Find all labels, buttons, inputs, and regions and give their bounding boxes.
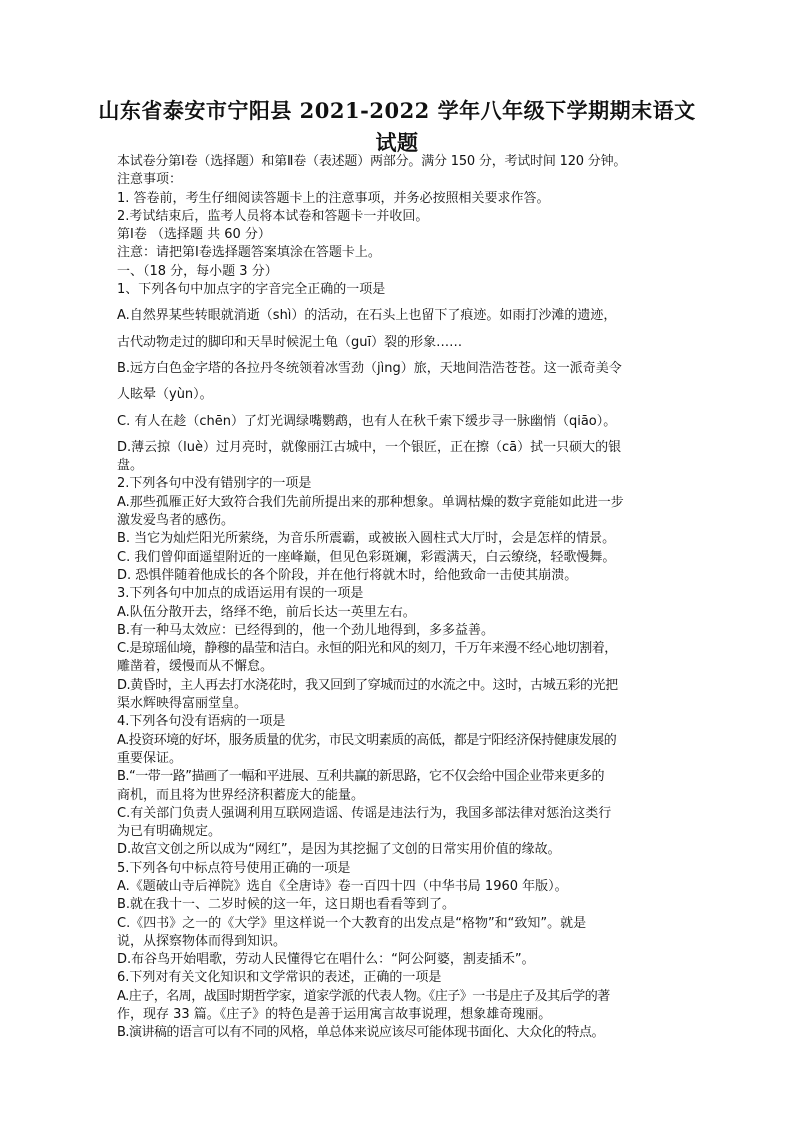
q2-option-c: C. 我们曾仰面遥望附近的一座峰巅，但见色彩斑斓，彩霞满天，白云缭绕，轻歌慢舞。 [117,549,616,565]
question-4-stem: 4.下列各句没有语病的一项是 [117,714,286,730]
exam-intro: 本试卷分第Ⅰ卷（选择题）和第Ⅱ卷（表述题）两部分。满分 150 分，考试时间 120 分钟。 [117,154,627,169]
q5-option-c-line-1: C.《四书》之一的《大学》里这样说一个大教育的出发点是“格物”和“致知”。就是 [117,915,587,931]
notice-heading: 注意事项： [117,172,183,188]
section-note: 注意：请把第Ⅰ卷选择题答案填涂在答题卡上。 [117,245,381,261]
q3-option-c-line-2: 雕凿着，缓慢而从不懈怠。 [117,659,274,675]
q4-option-b-line-2: 商机，而且将为世界经济积蓄庞大的能量。 [117,787,365,803]
question-1-stem: 1、下列各句中加点字的字音完全正确的一项是 [117,282,386,298]
q4-option-d: D.故宫文创之所以成为“网红”，是因为其挖掘了文创的日常实用价值的缘故。 [117,842,561,858]
section-heading: 第Ⅰ卷 （选择题 共 60 分） [117,227,271,243]
q1-option-b-line-2: 人眩晕（yùn）。 [117,387,213,403]
q4-option-b-line-1: B.“一带一路”描画了一幅和平进展、互利共赢的新思路，它不仅会给中国企业带来更多的 [117,769,605,785]
document-title-line-2: 试题 [375,130,419,155]
q2-option-b: B. 当它为灿烂阳光所萦绕，为音乐所震霸，或被嵌入圆柱式大厅时，会是怎样的情景。 [117,531,616,547]
q4-option-a-line-2: 重要保证。 [117,750,183,766]
q1-option-d-line-1: D.薄云掠（luè）过月亮时，就像丽江古城中，一个银匠，正在擦（cā）拭一只硕大的银 [117,439,622,455]
q6-option-b: B.演讲稿的语言可以有不同的风格，单总体来说应该尽可能体现书面化、大众化的特点。 [117,1025,605,1041]
q2-option-a-line-1: A.那些孤雁正好大致符合我们先前所提出来的那种想象。单调枯燥的数字竟能如此进一步 [117,494,624,510]
q6-option-a-line-2: 作，现存 33 篇。《庄子》的特色是善于运用寓言故事说理，想象雄奇瑰丽。 [117,1007,552,1023]
q2-option-d: D. 恐惧伴随着他成长的各个阶段，并在他行将就木时，给他致命一击使其崩溃。 [117,567,578,583]
q3-option-b: B.有一种马太效应：已经得到的，他一个劲儿地得到，多多益善。 [117,622,495,638]
notice-item-1: 1. 答卷前，考生仔细阅读答题卡上的注意事项，并务必按照相关要求作答。 [117,190,550,206]
q5-option-a: A.《题破山寺后禅院》选自《全唐诗》卷一百四十四（中华书局 1960 年版）。 [117,878,568,894]
question-6-stem: 6.下列对有关文化知识和文学常识的表述，正确的一项是 [117,970,442,986]
q5-option-b: B.就在我十一、二岁时候的这一年，这日期也看看等到了。 [117,897,456,913]
q3-option-d-line-2: 渠水辉映得富丽堂皇。 [117,696,248,712]
q3-option-d-line-1: D.黄昏时，主人再去打水浇花时，我又回到了穿城而过的水流之中。这时，古城五彩的光把 [117,677,618,693]
part-one-heading: 一、（18 分，每小题 3 分） [117,263,278,279]
document-title-line-1: 山东省泰安市宁阳县 2021-2022 学年八年级下学期期末语文 [98,98,696,123]
q1-option-b-line-1: B.远方白色金字塔的各拉丹冬统领着冰雪劲（jìng）旅，天地间浩浩苍苍。这一派奇美令 [117,360,622,376]
notice-item-2: 2.考试结束后，监考人员将本试卷和答题卡一并收回。 [117,208,429,224]
q5-option-d: D.布谷鸟开始唱歌，劳动人民懂得它在唱什么：“阿公阿婆，割麦插禾”。 [117,952,535,968]
q1-option-a-line-1: A.自然界某些转眼就消逝（shì）的活动，在石头上也留下了痕迹。如雨打沙滩的遗迹， [117,308,617,324]
q1-option-a-line-2: 古代动物走过的脚印和天旱时候泥土龟（guī）裂的形象…… [117,334,463,350]
q4-option-a-line-1: A.投资环境的好坏，服务质量的优劣，市民文明素质的高低，都是宁阳经济保持健康发展的 [117,732,617,748]
q2-option-a-line-2: 激发爱鸟者的感伤。 [117,513,235,529]
document-body [117,153,687,1043]
q1-option-d-line-2: 盘。 [117,458,144,474]
question-3-stem: 3.下列各句中加点的成语运用有误的一项是 [117,586,364,602]
q5-option-c-line-2: 说，从探察物体而得到知识。 [117,933,287,949]
q4-option-c-line-1: C.有关部门负责人强调利用互联网造谣、传谣是违法行为，我国多部法律对惩治这类行 [117,805,612,821]
q4-option-c-line-2: 为已有明确规定。 [117,824,222,840]
q6-option-a-line-1: A.庄子，名周，战国时期哲学家，道家学派的代表人物。《庄子》一书是庄子及其后学的著 [117,988,610,1004]
q3-option-c-line-1: C.是琼瑶仙境，静穆的晶莹和洁白。永恒的阳光和风的刻刀，千万年来漫不经心地切割着， [117,641,617,657]
q3-option-a: A.队伍分散开去，络绎不绝，前后长达一英里左右。 [117,604,416,620]
question-5-stem: 5.下列各句中标点符号使用正确的一项是 [117,860,351,876]
question-2-stem: 2.下列各句中没有错别字的一项是 [117,476,312,492]
q1-option-c: C. 有人在趁（chēn）了灯光调绿嘴鹦鹉，也有人在秋千索下缓步寻一脉幽悄（qiāo）。 [117,413,617,429]
